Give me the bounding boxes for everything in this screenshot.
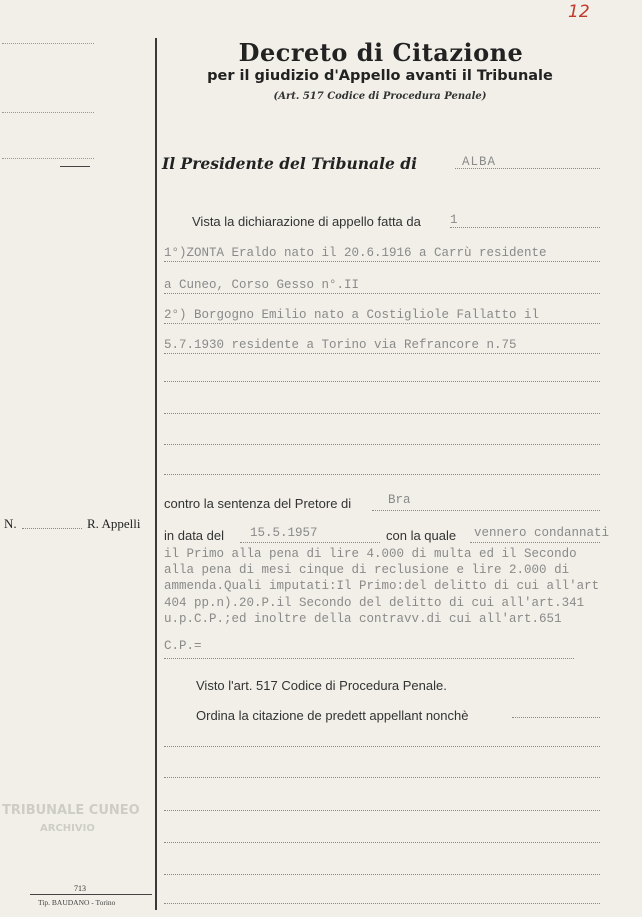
appellant-line[interactable]: 2°) Borgogno Emilio nato a Costigliole Fallatto il: [164, 308, 540, 322]
stamp-line-1: TRIBUNALE CUNEO: [2, 803, 140, 818]
sentence-line[interactable]: ammenda.Quali imputati:Il Primo:del delitto di cui all'art: [164, 579, 600, 593]
court-field[interactable]: ALBA: [462, 155, 497, 169]
form-dotted-line: [164, 353, 600, 354]
sentence-label: contro la sentenza del Pretore di: [164, 496, 352, 511]
form-dotted-line: [164, 658, 574, 659]
appellant-line[interactable]: a Cuneo, Corso Gesso n°.II: [164, 278, 360, 292]
appellant-line[interactable]: 5.7.1930 residente a Torino via Refrancore n.75: [164, 338, 517, 352]
printer-imprint: Tip. BAUDANO - Torino: [38, 898, 116, 907]
register-number-field[interactable]: [22, 528, 82, 529]
form-dotted-line: [164, 261, 600, 262]
form-dotted-line[interactable]: [164, 413, 600, 414]
which-label: con la quale: [386, 528, 457, 543]
stamp-line-2: ARCHIVIO: [40, 823, 95, 834]
sentence-line[interactable]: alla pena di mesi cinque di reclusione e lire 2.000 di: [164, 563, 570, 577]
date-label: in data del: [164, 528, 224, 543]
court-field-line: [455, 168, 600, 169]
margin-dotted-line: [2, 43, 94, 44]
visto-statement: Visto l'art. 517 Codice di Procedura Penale.: [196, 678, 447, 693]
ordina-statement: Ordina la citazione de predett appellant nonchè: [196, 708, 469, 723]
form-dotted-line: [164, 323, 600, 324]
margin-dotted-line: [2, 112, 94, 113]
margin-dash: [60, 166, 90, 167]
form-dotted-line[interactable]: [164, 842, 600, 843]
sentence-line[interactable]: il Primo alla pena di lire 4.000 di multa ed il Secondo: [164, 547, 577, 561]
which-text[interactable]: vennero condannati: [474, 526, 610, 540]
print-code: 713: [74, 884, 86, 893]
form-dotted-line[interactable]: [164, 874, 600, 875]
appeal-field-line: [450, 227, 600, 228]
document-title: Decreto di Citazione: [238, 38, 524, 67]
register-number-label: N.: [4, 516, 17, 531]
form-dotted-line[interactable]: [164, 777, 600, 778]
sentence-line[interactable]: C.P.=: [164, 639, 202, 653]
appeals-register-label: R. Appelli: [87, 516, 141, 531]
appeal-declaration-label: Vista la dichiarazione di appello fatta da: [192, 214, 421, 229]
appellant-line[interactable]: 1°)ZONTA Eraldo nato il 20.6.1916 a Carrù residente: [164, 246, 547, 260]
which-field-line: [470, 542, 600, 543]
pretore-field[interactable]: Bra: [388, 493, 411, 507]
article-reference: (Art. 517 Codice di Procedura Penale): [273, 91, 487, 102]
form-dotted-line[interactable]: [164, 474, 600, 475]
document-subtitle: per il giudizio d'Appello avanti il Tribunale: [207, 68, 553, 84]
pretore-field-line: [372, 510, 600, 511]
ordina-field-line: [512, 717, 600, 718]
form-dotted-line[interactable]: [164, 381, 600, 382]
sentence-date[interactable]: 15.5.1957: [250, 526, 318, 540]
sentence-line[interactable]: u.p.C.P.;ed inoltre della contravv.di cui all'art.651: [164, 612, 562, 626]
form-dotted-line[interactable]: [164, 810, 600, 811]
page-number: 12: [568, 2, 590, 22]
form-dotted-line: [164, 293, 600, 294]
form-dotted-line[interactable]: [164, 746, 600, 747]
form-dotted-line[interactable]: [164, 444, 600, 445]
column-divider: [155, 38, 157, 910]
appeal-mark: 1: [450, 213, 458, 227]
president-label: Il Presidente del Tribunale di: [162, 154, 417, 173]
form-dotted-line[interactable]: [164, 903, 600, 904]
sentence-line[interactable]: 404 pp.n).20.P.il Secondo del delitto di cui all'art.341: [164, 596, 585, 610]
faded-stamp: [2, 795, 152, 855]
margin-dotted-line: [2, 158, 94, 159]
printer-rule: [30, 894, 152, 895]
date-field-line: [240, 542, 380, 543]
